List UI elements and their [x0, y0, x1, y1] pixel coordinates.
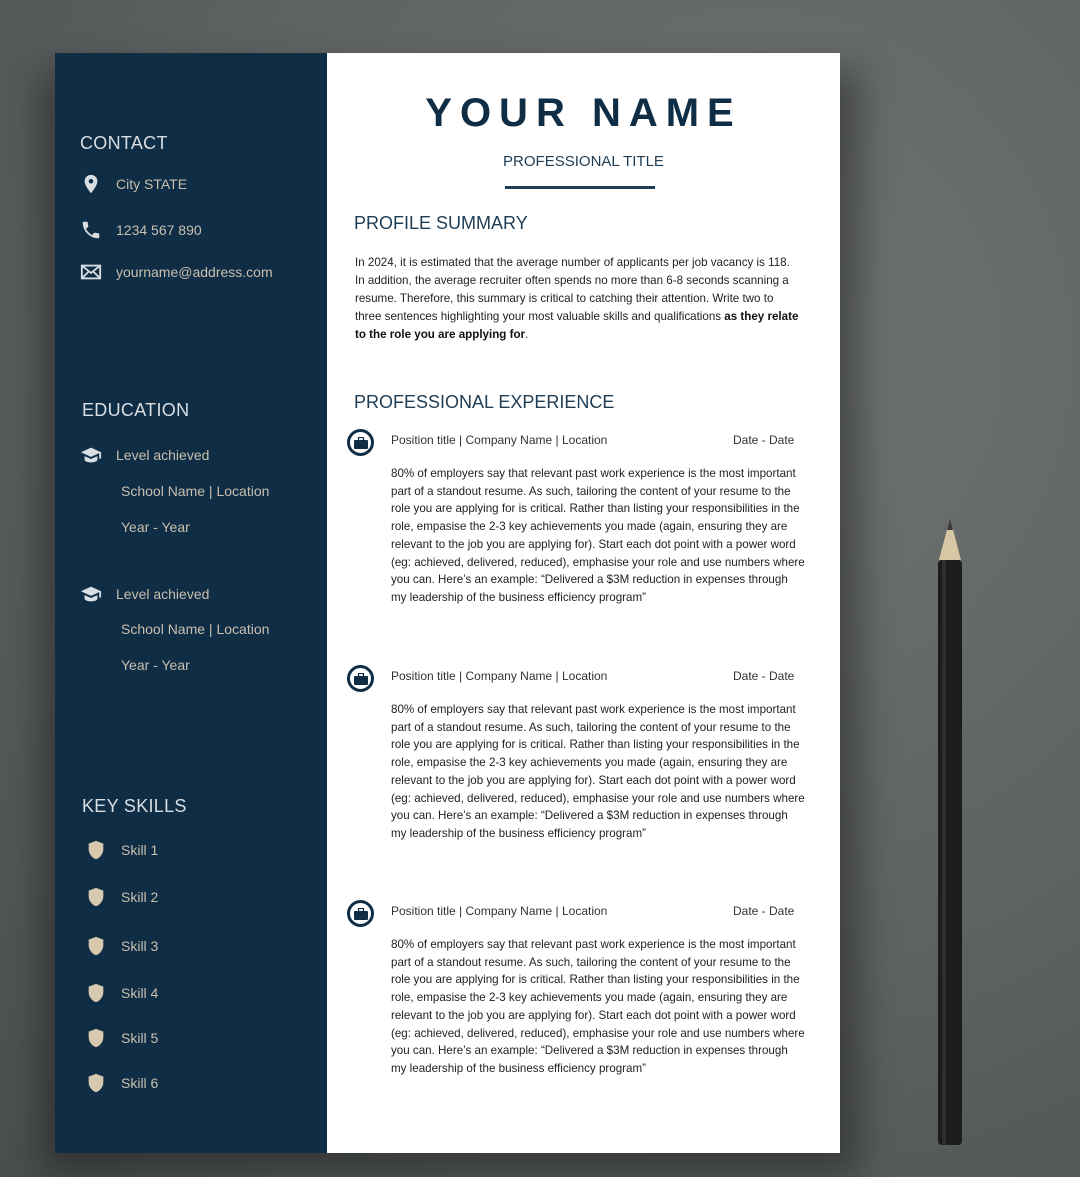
- education-years: Year - Year: [121, 657, 190, 673]
- education-school: School Name | Location: [121, 483, 270, 499]
- education-level-text: Level achieved: [116, 586, 210, 602]
- pencil-decoration: [925, 518, 975, 1148]
- phone-icon: [80, 219, 102, 241]
- job-description: 80% of employers say that relevant past work experience is the most important part of a standout resume. As such, tailoring the content of your resume to the role you are applying for is critical. Rather than listing your responsibilities in the role, empasise the 2-3 key achievements you made (again, ensuring they are relevant to the job you are applying for). Start each dot point with a power word (eg: achieved, delivered, reduced), emphasise your role and use numbers where you can. Here’s an example: “Delivered a $3M reduction in expenses through my leadership of the business efficiency program”: [391, 703, 805, 840]
- briefcase-icon: [347, 429, 374, 456]
- professional-title: PROFESSIONAL TITLE: [503, 153, 664, 170]
- skills-heading: KEY SKILLS: [82, 796, 187, 816]
- profile-end: .: [525, 328, 529, 341]
- profile-emphasis: as they relate to the role you are applying for: [355, 310, 799, 341]
- email-text: yourname@address.com: [116, 264, 273, 280]
- graduation-cap-icon: [80, 583, 102, 605]
- skill-label: Skill 6: [121, 1075, 159, 1091]
- briefcase-icon: [347, 665, 374, 692]
- contact-location: [80, 173, 187, 195]
- job-description: 80% of employers say that relevant past work experience is the most important part of a standout resume. As such, tailoring the content of your resume to the role you are applying for is critical. Rather than listing your responsibilities in the role, empasise the 2-3 key achievements you made (again, ensuring they are relevant to the job you are applying for). Start each dot point with a power word (eg: achieved, delivered, reduced), emphasise your role and use numbers where you can. Here’s an example: “Delivered a $3M reduction in expenses through my leadership of the business efficiency program”: [391, 938, 805, 1075]
- skill-label: Skill 3: [121, 938, 159, 954]
- skill-item: [85, 886, 158, 908]
- envelope-icon: [80, 261, 102, 283]
- skill-label: Skill 2: [121, 889, 159, 905]
- resume-name: YOUR NAME: [425, 91, 742, 135]
- education-level-2: [80, 583, 209, 605]
- job-title: Position title | Company Name | Location: [391, 904, 608, 918]
- skill-label: Skill 5: [121, 1030, 159, 1046]
- skill-label: Skill 4: [121, 985, 159, 1001]
- skill-item: [85, 935, 158, 957]
- skill-item: [85, 982, 158, 1004]
- skill-item: [85, 1027, 158, 1049]
- profile-heading: PROFILE SUMMARY: [354, 213, 528, 233]
- education-level-1: [80, 444, 209, 466]
- location-text: City STATE: [116, 176, 188, 192]
- contact-heading: CONTACT: [80, 133, 168, 153]
- job-dates: Date - Date: [733, 904, 795, 918]
- phone-text: 1234 567 890: [116, 222, 202, 238]
- resume-page: [55, 53, 840, 1153]
- shield-icon: [85, 935, 107, 957]
- profile-text: In 2024, it is estimated that the average number of applicants per job vacancy is 118. In addition, the average recruiter often spends no more than 6-8 seconds scanning a resume. Therefore, this summary is critical to catching their attention. Write two to three sentences highlighting your most valuable skills and qualifications: [355, 256, 790, 323]
- contact-phone: [80, 219, 202, 241]
- location-pin-icon: [80, 173, 102, 195]
- education-level-text: Level achieved: [116, 447, 210, 463]
- shield-icon: [85, 1027, 107, 1049]
- education-years: Year - Year: [121, 519, 190, 535]
- job-description: 80% of employers say that relevant past work experience is the most important part of a standout resume. As such, tailoring the content of your resume to the role you are applying for is critical. Rather than listing your responsibilities in the role, empasise the 2-3 key achievements you made (again, ensuring they are relevant to the job you are applying for). Start each dot point with a power word (eg: achieved, delivered, reduced), emphasise your role and use numbers where you can. Here’s an example: “Delivered a $3M reduction in expenses through my leadership of the business efficiency program”: [391, 467, 805, 604]
- shield-icon: [85, 839, 107, 861]
- job-title: Position title | Company Name | Location: [391, 433, 608, 447]
- contact-email: [80, 261, 273, 283]
- graduation-cap-icon: [80, 444, 102, 466]
- profile-summary: [355, 254, 800, 344]
- sidebar: [55, 53, 327, 1153]
- title-divider: [505, 186, 655, 189]
- briefcase-icon: [347, 900, 374, 927]
- shield-icon: [85, 1072, 107, 1094]
- education-school: School Name | Location: [121, 621, 270, 637]
- job-dates: Date - Date: [733, 433, 795, 447]
- shield-icon: [85, 886, 107, 908]
- experience-heading: PROFESSIONAL EXPERIENCE: [354, 392, 615, 412]
- skill-item: [85, 839, 158, 861]
- skill-item: [85, 1072, 158, 1094]
- main-content: [327, 53, 840, 1153]
- job-dates: Date - Date: [733, 669, 795, 683]
- education-heading: EDUCATION: [82, 400, 190, 420]
- skill-label: Skill 1: [121, 842, 159, 858]
- shield-icon: [85, 982, 107, 1004]
- job-title: Position title | Company Name | Location: [391, 669, 608, 683]
